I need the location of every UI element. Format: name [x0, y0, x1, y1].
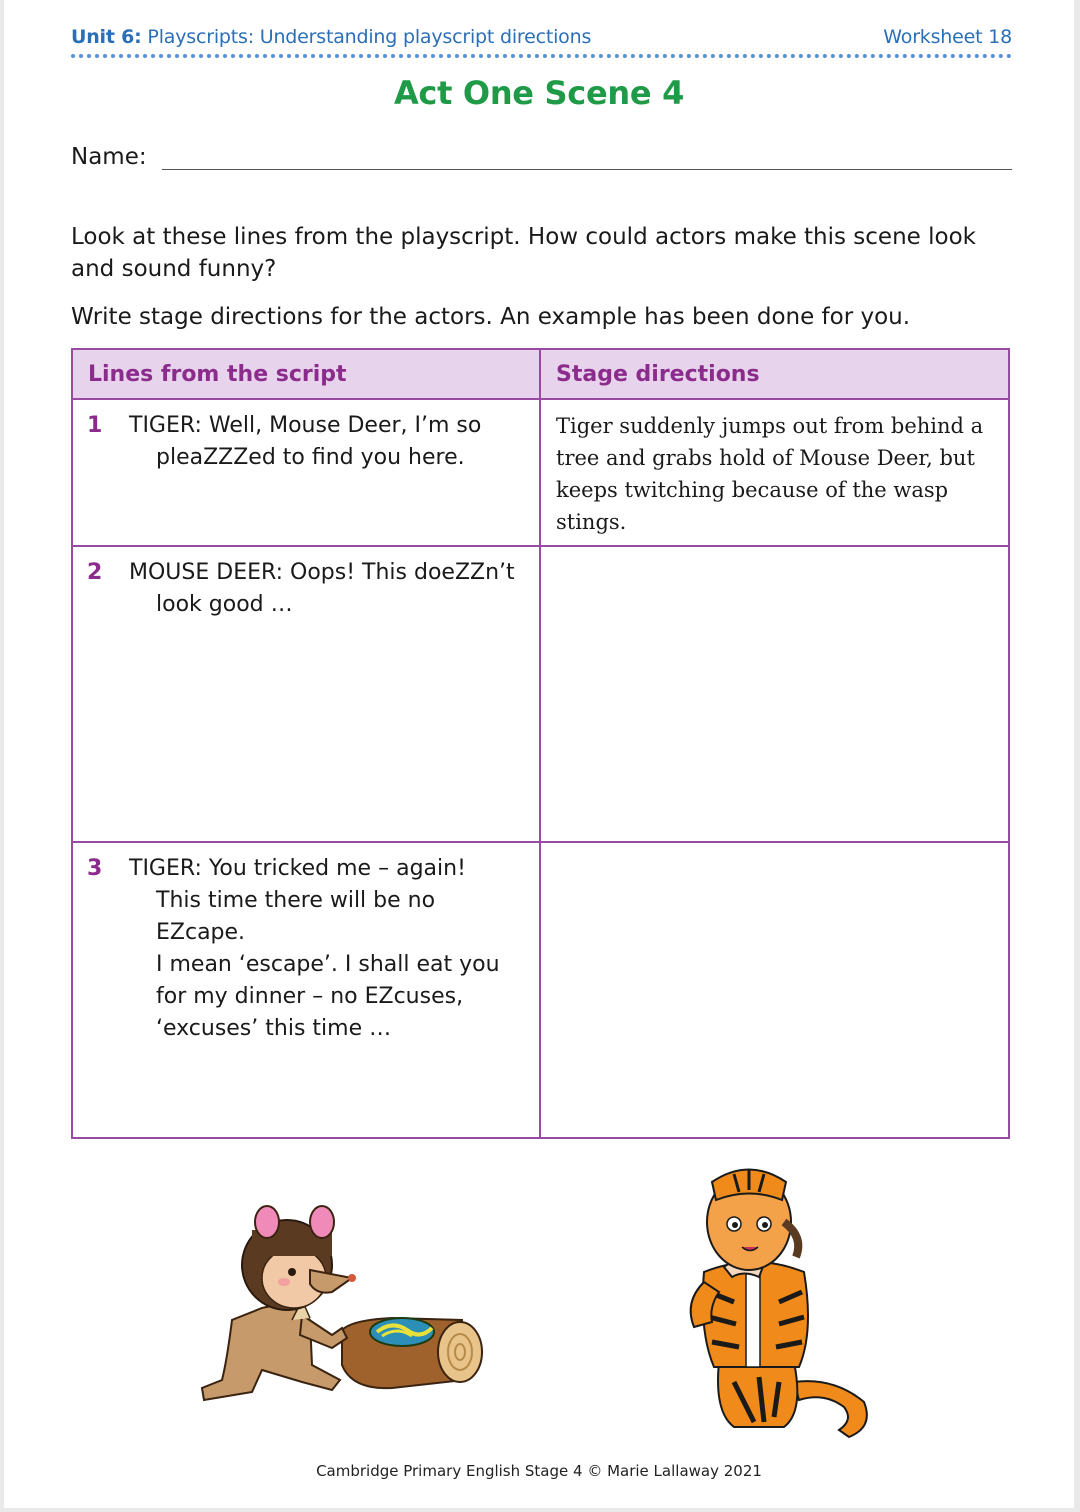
script-line-continuation: ‘excuses’ this time …: [156, 1016, 392, 1041]
tiger-figure: [691, 1170, 867, 1438]
name-row: [71, 144, 1012, 174]
stage-direction-cell[interactable]: [540, 546, 1009, 842]
script-line: TIGER: Well, Mouse Deer, I’m so: [129, 413, 482, 438]
instruction-1: Look at these lines from the playscript. How could actors make this scene look and sound funny?: [71, 224, 976, 282]
table-row: [72, 399, 1009, 546]
header-divider: [71, 54, 1012, 58]
script-line-cell: [72, 842, 540, 1138]
header: [71, 26, 1012, 54]
script-line-cell: [72, 399, 540, 546]
script-line: TIGER: You tricked me – again!: [129, 856, 466, 881]
line-number: 2: [87, 560, 103, 585]
script-line-continuation: look good …: [156, 592, 293, 617]
script-line-continuation: for my dinner – no EZcuses,: [156, 984, 464, 1009]
stage-direction-cell[interactable]: [540, 842, 1009, 1138]
worksheet-number: Worksheet 18: [883, 26, 1012, 48]
script-line-cell: [72, 546, 540, 842]
table-row: [72, 842, 1009, 1138]
name-field[interactable]: [162, 169, 1012, 170]
script-line-continuation: pleaZZZed to find you here.: [156, 445, 465, 470]
mouse-deer-illustration: [192, 1200, 492, 1410]
instruction-2: Write stage directions for the actors. An example has been done for you.: [71, 304, 911, 330]
worksheet-page: [4, 0, 1074, 1508]
footer-copyright: Cambridge Primary English Stage 4 © Marie Lallaway 2021: [316, 1462, 762, 1480]
page-title: Act One Scene 4: [393, 74, 685, 112]
script-line: MOUSE DEER: Oops! This doeZZn’t: [129, 560, 515, 585]
tiger-illustration: [664, 1152, 884, 1452]
log-illustration: [342, 1318, 482, 1388]
line-number: 1: [87, 413, 103, 438]
name-label: Name:: [71, 144, 147, 170]
directions-table: [71, 348, 1010, 1139]
script-line-continuation: I mean ‘escape’. I shall eat you: [156, 952, 500, 977]
unit-title: Unit 6: Playscripts: Understanding playscript directions: [71, 26, 592, 48]
line-number: 3: [87, 856, 103, 881]
script-line-continuation: This time there will be no EZcape.: [156, 888, 436, 945]
stage-direction-cell[interactable]: Tiger suddenly jumps out from behind a tree and grabs hold of Mouse Deer, but keeps twitching because of the wasp stings.: [540, 399, 1009, 546]
table-row: [72, 546, 1009, 842]
column-header-directions: Stage directions: [540, 349, 1009, 399]
column-header-lines: Lines from the script: [72, 349, 540, 399]
mouse-deer-figure: [202, 1206, 356, 1400]
